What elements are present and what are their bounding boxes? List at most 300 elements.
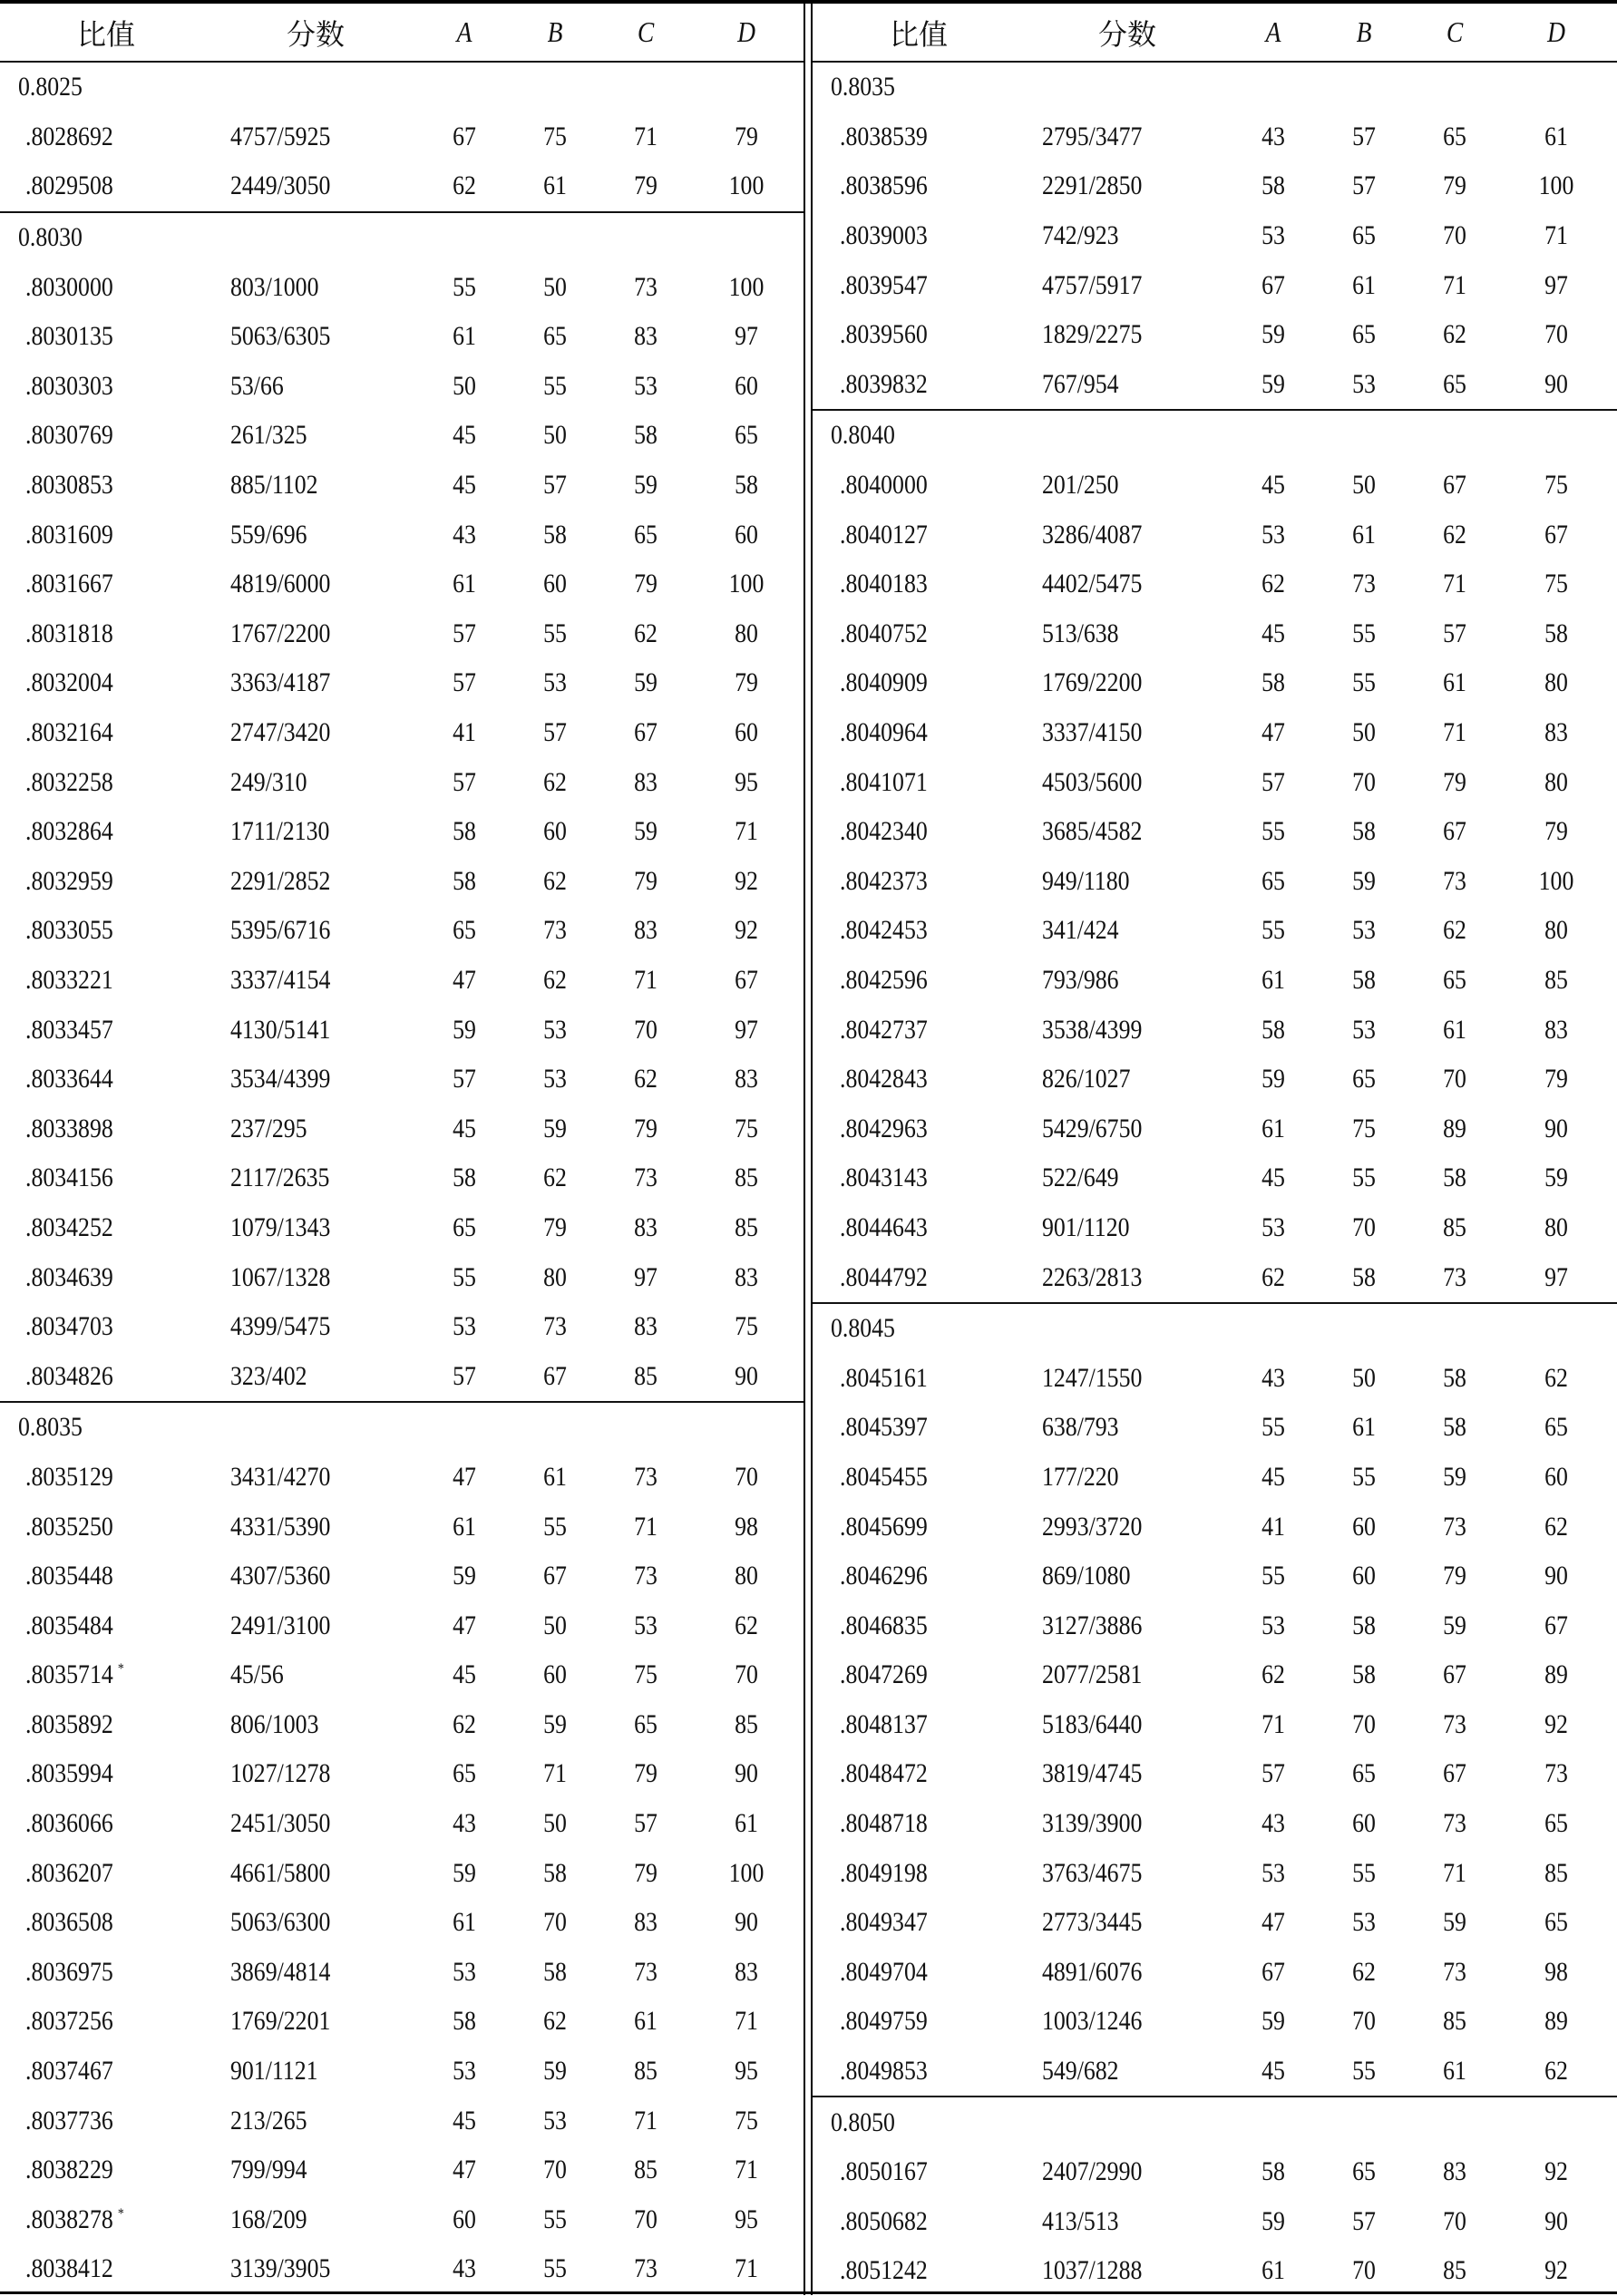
ratio-cell: [25, 1858, 113, 1889]
value-b: 50: [1352, 470, 1376, 501]
value-d: 95: [735, 2204, 758, 2234]
ratio-cell: [25, 965, 113, 996]
value-a: 55: [1261, 915, 1285, 946]
fraction-cell: 5395/6716: [230, 915, 331, 946]
fraction-cell: 3139/3905: [230, 2253, 331, 2284]
value-d: 79: [1544, 816, 1568, 847]
value-a: 45: [1261, 2056, 1285, 2087]
ratio-value: .8032959: [25, 865, 113, 896]
value-d: 70: [735, 1461, 758, 1492]
header-fraction: 分数: [1098, 17, 1157, 51]
fraction-cell: 261/325: [230, 420, 307, 451]
value-b: 55: [543, 2253, 567, 2284]
value-c: 62: [1443, 915, 1466, 946]
ratio-value: .8028692: [25, 121, 113, 151]
value-a: 62: [1261, 569, 1285, 599]
ratio-cell: [25, 1361, 113, 1392]
ratio-cell: [840, 1163, 928, 1193]
value-b: 61: [1352, 1412, 1376, 1443]
value-d: 67: [1544, 519, 1568, 550]
value-b: 60: [1352, 1511, 1376, 1542]
ratio-cell: [25, 667, 113, 698]
ratio-cell: [840, 965, 928, 996]
value-c: 62: [1443, 519, 1466, 550]
fraction-cell: 2263/2813: [1042, 1261, 1143, 1292]
ratio-value: .8045397: [840, 1412, 928, 1443]
ratio-value: .8033644: [25, 1064, 113, 1094]
value-b: 55: [1352, 667, 1376, 698]
value-b: 55: [1352, 1857, 1376, 1888]
ratio-value: .8033221: [25, 964, 113, 995]
section-row: [0, 1401, 804, 1453]
table-row: [0, 510, 804, 559]
ratio-cell: [840, 1114, 928, 1144]
value-b: 60: [543, 816, 567, 847]
value-c: 75: [634, 1659, 658, 1690]
fraction-cell: 522/649: [1042, 1163, 1119, 1193]
value-c: 67: [1443, 816, 1466, 847]
table-row: [813, 1848, 1617, 1898]
fraction-cell: 237/295: [230, 1113, 307, 1143]
fraction-cell: 45/56: [230, 1659, 284, 1690]
fraction-cell: 3139/3900: [1042, 1808, 1143, 1839]
value-d: 73: [1544, 1758, 1568, 1789]
fraction-cell: 1829/2275: [1042, 319, 1143, 350]
fraction-cell: 3363/4187: [230, 667, 331, 698]
table-row: [0, 161, 804, 211]
table-row: [0, 906, 804, 956]
value-a: 55: [1261, 1561, 1285, 1591]
fraction-cell: 4503/5600: [1042, 766, 1143, 797]
value-a: 47: [1261, 717, 1285, 748]
ratio-value: .8040127: [840, 519, 928, 550]
value-c: 83: [634, 766, 658, 797]
fraction-cell: 2993/3720: [1042, 1511, 1143, 1542]
table-row: [813, 1948, 1617, 1998]
table-row: [0, 1302, 804, 1352]
value-c: 59: [634, 816, 658, 847]
ratio-cell: [840, 816, 928, 847]
value-b: 58: [1352, 1610, 1376, 1640]
ratio-cell: [840, 1561, 928, 1591]
fraction-cell: 201/250: [1042, 470, 1119, 501]
value-d: 80: [735, 1561, 758, 1591]
value-d: 60: [1544, 1461, 1568, 1492]
ratio-value: .8037256: [25, 2006, 113, 2037]
value-a: 61: [453, 1907, 476, 1938]
table-row: [0, 1203, 804, 1253]
value-d: 70: [735, 1659, 758, 1690]
value-c: 61: [1443, 2056, 1466, 2087]
table-row: [0, 362, 804, 412]
fraction-cell: 806/1003: [230, 1708, 319, 1739]
section-label: 0.8030: [18, 222, 83, 253]
value-a: 58: [453, 865, 476, 896]
value-a: 61: [453, 321, 476, 352]
value-b: 58: [1352, 964, 1376, 995]
table-row: [0, 1104, 804, 1153]
ratio-value: .8032864: [25, 816, 113, 847]
ratio-cell: [840, 1512, 928, 1542]
value-c: 71: [1443, 269, 1466, 300]
value-b: 61: [1352, 269, 1376, 300]
value-b: 61: [543, 1461, 567, 1492]
value-a: 53: [453, 2056, 476, 2087]
ratio-cell: [840, 2255, 928, 2286]
value-b: 62: [543, 964, 567, 995]
ratio-value: .8036207: [25, 1857, 113, 1888]
value-c: 70: [1443, 220, 1466, 251]
ratio-cell: [840, 170, 928, 201]
ratio-value: .8035892: [25, 1708, 113, 1739]
ratio-value: .8040964: [840, 717, 928, 748]
value-b: 70: [1352, 2006, 1376, 2037]
value-d: 100: [728, 569, 765, 599]
bottom-rule: [0, 2291, 1617, 2294]
value-a: 41: [1261, 1511, 1285, 1542]
value-d: 79: [735, 667, 758, 698]
value-a: 57: [453, 1064, 476, 1094]
table-row: [0, 1898, 804, 1948]
table-row: [0, 2145, 804, 2195]
value-d: 100: [728, 1857, 765, 1888]
fraction-cell: 3127/3886: [1042, 1610, 1143, 1640]
ratio-value: .8039560: [840, 319, 928, 350]
value-a: 59: [453, 1857, 476, 1888]
table-row: [0, 1252, 804, 1302]
fraction-cell: 3538/4399: [1042, 1014, 1143, 1045]
value-b: 57: [543, 470, 567, 501]
fraction-cell: 1711/2130: [230, 816, 330, 847]
ratio-cell: [25, 1957, 113, 1988]
value-c: 83: [634, 915, 658, 946]
fraction-cell: 3685/4582: [1042, 816, 1143, 847]
value-d: 95: [735, 766, 758, 797]
value-c: 57: [1443, 618, 1466, 648]
table-row: [813, 1005, 1617, 1055]
ratio-cell: [840, 1907, 928, 1938]
table-row: [0, 112, 804, 162]
value-a: 58: [1261, 170, 1285, 201]
ratio-value: .8040000: [840, 470, 928, 501]
value-b: 53: [1352, 1907, 1376, 1938]
ratio-value: .8048137: [840, 1708, 928, 1739]
value-b: 53: [543, 1014, 567, 1045]
value-b: 70: [543, 1907, 567, 1938]
ratio-cell: [840, 1212, 928, 1243]
fraction-cell: 5429/6750: [1042, 1113, 1143, 1143]
value-c: 59: [1443, 1461, 1466, 1492]
section-row: [813, 1302, 1617, 1354]
ratio-cell: [25, 1808, 113, 1839]
fraction-cell: 803/1000: [230, 271, 319, 302]
table-row: [813, 2197, 1617, 2247]
value-d: 90: [735, 1360, 758, 1391]
fraction-cell: 4307/5360: [230, 1561, 331, 1591]
table-row: [0, 807, 804, 857]
fraction-cell: 3869/4814: [230, 1956, 331, 1987]
value-d: 79: [735, 121, 758, 151]
value-d: 59: [1544, 1163, 1568, 1193]
table-row: [0, 1005, 804, 1055]
value-c: 67: [1443, 470, 1466, 501]
value-b: 50: [543, 1610, 567, 1640]
value-b: 55: [1352, 618, 1376, 648]
asterisk-mark: *: [117, 2205, 124, 2222]
value-d: 80: [1544, 915, 1568, 946]
ratio-cell: [840, 270, 928, 301]
value-b: 57: [1352, 2205, 1376, 2236]
ratio-cell: [840, 2006, 928, 2037]
ratio-cell: [840, 866, 928, 897]
fraction-cell: 2117/2635: [230, 1163, 330, 1193]
table-row: [813, 1898, 1617, 1948]
value-a: 67: [453, 121, 476, 151]
value-c: 65: [1443, 121, 1466, 151]
ratio-value: .8045161: [840, 1362, 928, 1393]
value-c: 59: [634, 667, 658, 698]
value-a: 58: [1261, 667, 1285, 698]
fraction-cell: 1079/1343: [230, 1211, 331, 1242]
value-d: 100: [728, 170, 765, 201]
table-row: [0, 708, 804, 758]
value-b: 58: [543, 1956, 567, 1987]
value-c: 61: [634, 2006, 658, 2037]
value-a: 61: [1261, 964, 1285, 995]
ratio-value: .8040183: [840, 569, 928, 599]
value-a: 43: [1261, 121, 1285, 151]
section-label: 0.8035: [18, 1412, 83, 1443]
ratio-cell: [25, 2106, 113, 2136]
value-d: 90: [735, 1907, 758, 1938]
value-c: 53: [634, 370, 658, 401]
fraction-cell: 3286/4087: [1042, 519, 1143, 550]
value-b: 65: [1352, 1064, 1376, 1094]
value-c: 73: [634, 1163, 658, 1193]
value-d: 67: [735, 964, 758, 995]
value-a: 57: [453, 618, 476, 648]
value-c: 58: [1443, 1362, 1466, 1393]
table-row: [0, 609, 804, 659]
fraction-cell: 901/1121: [230, 2056, 318, 2087]
ratio-value: .8047269: [840, 1659, 928, 1690]
table-row: [813, 1502, 1617, 1552]
value-b: 70: [1352, 1708, 1376, 1739]
ratio-value: .8039003: [840, 220, 928, 251]
value-c: 71: [1443, 717, 1466, 748]
fraction-cell: 5063/6300: [230, 1907, 331, 1938]
value-b: 53: [543, 667, 567, 698]
value-a: 61: [453, 569, 476, 599]
value-b: 53: [543, 1064, 567, 1094]
value-b: 60: [543, 569, 567, 599]
value-a: 47: [453, 964, 476, 995]
value-d: 97: [1544, 269, 1568, 300]
fraction-cell: 413/513: [1042, 2205, 1119, 2236]
table-row: [813, 1997, 1617, 2047]
ratio-cell: [840, 1412, 928, 1443]
value-d: 90: [1544, 2205, 1568, 2236]
value-a: 55: [1261, 1412, 1285, 1443]
ratio-value: .8049347: [840, 1907, 928, 1938]
value-d: 62: [735, 1610, 758, 1640]
ratio-value: .8046296: [840, 1561, 928, 1591]
value-a: 57: [1261, 766, 1285, 797]
value-b: 59: [543, 2056, 567, 2087]
ratio-cell: [840, 319, 928, 350]
section-label: 0.8040: [831, 420, 895, 451]
fraction-cell: 4819/6000: [230, 569, 331, 599]
ratio-cell: [840, 1709, 928, 1740]
ratio-cell: [25, 1015, 113, 1046]
value-d: 92: [735, 865, 758, 896]
ratio-cell: [25, 371, 113, 402]
ratio-cell: [25, 272, 113, 303]
value-c: 65: [1443, 964, 1466, 995]
section-label: 0.8045: [831, 1313, 895, 1344]
value-a: 43: [453, 1808, 476, 1839]
table-row: [0, 1153, 804, 1203]
table-row: [0, 1799, 804, 1849]
fraction-cell: 323/402: [230, 1360, 307, 1391]
table-row: [0, 1552, 804, 1601]
ratio-cell: [25, 2006, 113, 2037]
value-a: 43: [1261, 1362, 1285, 1393]
table-row: [813, 658, 1617, 708]
value-d: 97: [735, 321, 758, 352]
ratio-value: .8045455: [840, 1461, 928, 1492]
fraction-cell: 2291/2852: [230, 865, 331, 896]
table-row: [813, 1153, 1617, 1203]
section-row: [0, 63, 804, 112]
value-b: 57: [1352, 121, 1376, 151]
ratio-cell: [840, 1462, 928, 1493]
value-c: 59: [1443, 1907, 1466, 1938]
ratio-value: .8035484: [25, 1610, 113, 1640]
value-c: 73: [634, 1561, 658, 1591]
value-c: 79: [1443, 1561, 1466, 1591]
value-a: 62: [453, 170, 476, 201]
ratio-value: .8032004: [25, 667, 113, 698]
fraction-cell: 1037/1288: [1042, 2255, 1143, 2286]
ratio-cell: [25, 1212, 113, 1243]
fraction-cell: 5183/6440: [1042, 1708, 1143, 1739]
value-d: 90: [735, 1758, 758, 1789]
fraction-cell: 901/1120: [1042, 1211, 1130, 1242]
fraction-cell: 885/1102: [230, 470, 318, 501]
fraction-cell: 869/1080: [1042, 1561, 1131, 1591]
section-row: [813, 409, 1617, 461]
value-a: 58: [453, 2006, 476, 2037]
value-b: 55: [1352, 1163, 1376, 1193]
section-row: [813, 2096, 1617, 2147]
value-d: 83: [735, 1064, 758, 1094]
ratio-value: .8034826: [25, 1360, 113, 1391]
value-a: 59: [1261, 2205, 1285, 2236]
ratio-cell: [25, 1462, 113, 1493]
value-a: 65: [453, 915, 476, 946]
ratio-value: .8040909: [840, 667, 928, 698]
fraction-cell: 3337/4150: [1042, 717, 1143, 748]
ratio-value: .8046835: [840, 1610, 928, 1640]
value-d: 60: [735, 717, 758, 748]
ratio-value: .8045699: [840, 1511, 928, 1542]
ratio-value: .8038278: [25, 2204, 113, 2234]
value-b: 55: [543, 2204, 567, 2234]
table-row: [813, 161, 1617, 211]
value-a: 65: [453, 1758, 476, 1789]
table-row: [813, 956, 1617, 1006]
value-a: 65: [453, 1211, 476, 1242]
value-c: 65: [1443, 368, 1466, 399]
value-c: 62: [634, 1064, 658, 1094]
ratio-cell: [25, 1561, 113, 1591]
value-c: 97: [634, 1261, 658, 1292]
ratio-cell: [25, 1709, 113, 1740]
column-divider-line: [804, 0, 805, 2295]
table-row: [0, 1948, 804, 1998]
value-c: 58: [1443, 1163, 1466, 1193]
value-a: 59: [1261, 368, 1285, 399]
value-c: 70: [634, 1014, 658, 1045]
ratio-value: .8038229: [25, 2155, 113, 2185]
value-a: 55: [453, 271, 476, 302]
value-d: 75: [1544, 470, 1568, 501]
value-d: 71: [735, 2155, 758, 2185]
ratio-cell: [840, 1262, 928, 1293]
value-c: 73: [1443, 1261, 1466, 1292]
value-d: 83: [1544, 717, 1568, 748]
value-b: 55: [543, 370, 567, 401]
ratio-value: .8036975: [25, 1956, 113, 1987]
table-row: [0, 1848, 804, 1898]
section-label: 0.8050: [831, 2106, 895, 2137]
ratio-cell: [840, 1659, 928, 1690]
ratio-value: .8033898: [25, 1113, 113, 1143]
fraction-cell: 4399/5475: [230, 1311, 331, 1342]
value-a: 57: [1261, 1758, 1285, 1789]
ratio-value: .8051242: [840, 2255, 928, 2286]
value-d: 89: [1544, 1659, 1568, 1690]
fraction-cell: 2077/2581: [1042, 1659, 1143, 1690]
ratio-cell: [840, 1064, 928, 1094]
table-row: [0, 262, 804, 312]
value-c: 73: [1443, 865, 1466, 896]
table-row: [813, 112, 1617, 162]
value-d: 75: [735, 1311, 758, 1342]
value-b: 67: [543, 1360, 567, 1391]
fraction-cell: 2747/3420: [230, 717, 331, 748]
value-c: 73: [1443, 1956, 1466, 1987]
value-a: 55: [1261, 816, 1285, 847]
ratio-cell: [840, 520, 928, 550]
value-b: 60: [543, 1659, 567, 1690]
value-d: 90: [1544, 1561, 1568, 1591]
value-a: 43: [453, 2253, 476, 2284]
value-a: 67: [1261, 269, 1285, 300]
ratio-cell: [840, 1808, 928, 1839]
fraction-cell: 177/220: [1042, 1461, 1119, 1492]
value-a: 45: [1261, 1163, 1285, 1193]
right-table-half: [813, 4, 1617, 2296]
value-d: 90: [1544, 1113, 1568, 1143]
value-b: 73: [1352, 569, 1376, 599]
ratio-value: .8048472: [840, 1758, 928, 1789]
value-b: 61: [543, 170, 567, 201]
table-row: [0, 559, 804, 609]
value-d: 89: [1544, 2006, 1568, 2037]
table-row: [813, 1799, 1617, 1849]
